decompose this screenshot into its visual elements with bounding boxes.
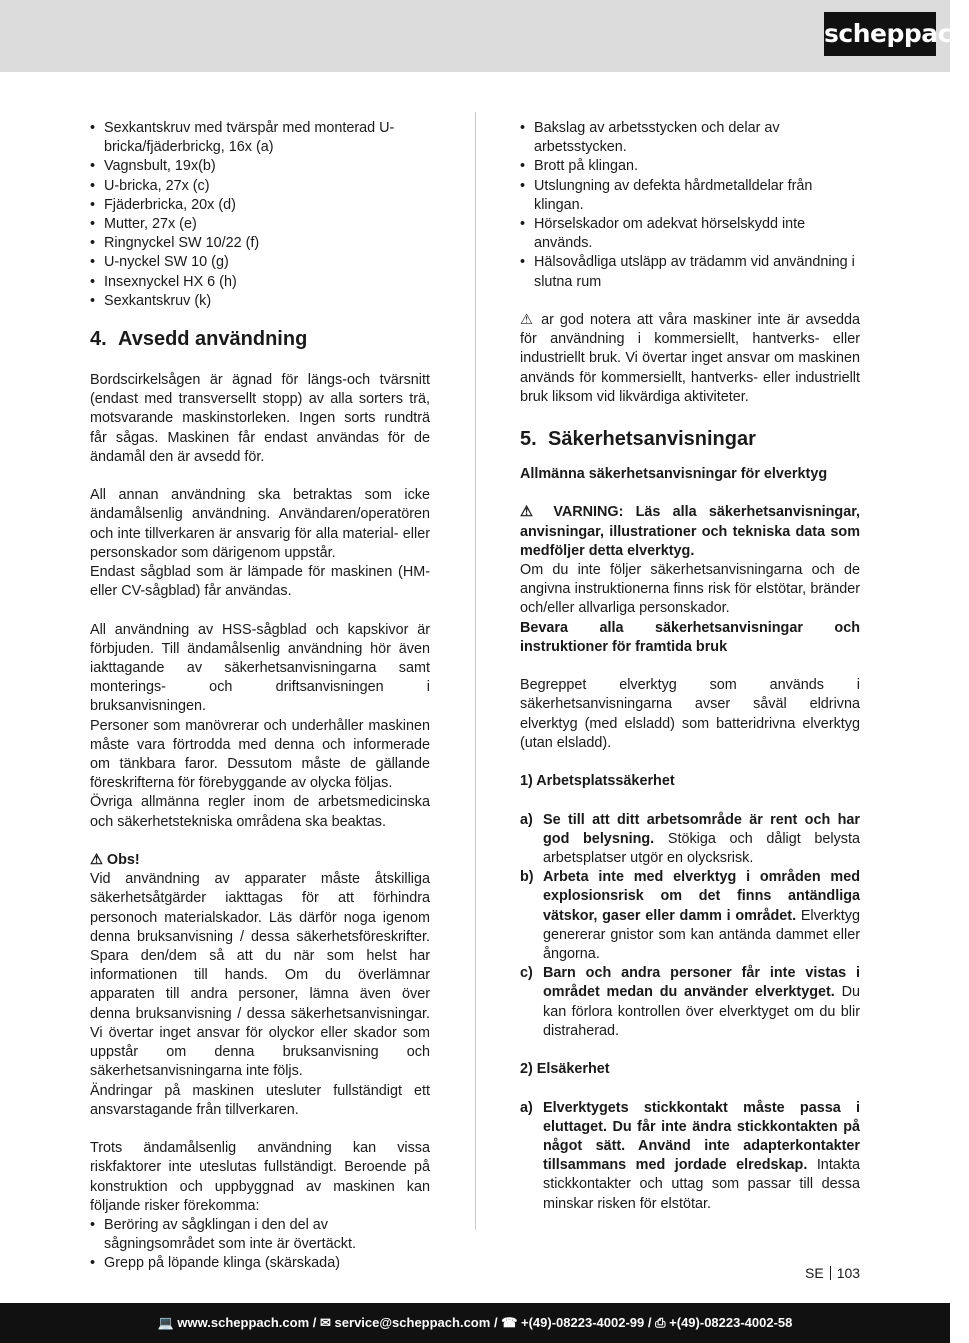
list-item: • Mutter, 27x (e) (90, 215, 430, 234)
paragraph: Bordscirkelsågen är ägnad för längs-och tvärsnitt (endast med transversellt stopp) av alla sorters trä, motsvarande maskinstorleken. Ingen sorts rundträ får sågas. Maskinen får endast användas för de ändamål den är avsedd för. (90, 372, 430, 465)
paragraph: Om du inte följer säkerhetsanvisningarna och de angivna instruktionerna finns risk för elstötar, bränder och/eller allvarliga personskador. (520, 562, 860, 617)
commercial-use-note (520, 311, 860, 407)
keep-instructions: Bevara alla säkerhetsanvisningar och instruktioner för framtida bruk (520, 619, 860, 655)
parts-list (90, 119, 430, 311)
paragraph: All annan användning ska betraktas som icke ändamålsenlig användning. Användaren/operatören och inte tillverkaren är ansvarig för alla material- eller personskador som därigenom uppstår. (90, 487, 430, 561)
mail-icon: ✉ (320, 1315, 331, 1330)
rule-label: a) (520, 811, 533, 828)
section-title: Säkerhetsanvisningar (548, 428, 756, 451)
page-number (805, 1265, 860, 1281)
column-divider (475, 112, 476, 1230)
paragraph: Personer som manövrerar och underhåller maskinen måste vara förtrodda med denna och informerade om tänkbara faror. Dessutom måste de gällande föreskrifterna för förebyggande av olycka följas. (90, 717, 430, 792)
list-item: • Beröring av sågklingan i den del av sågningsområdet som inte är övertäckt. (90, 1216, 430, 1254)
section-number: 4. (90, 328, 107, 351)
subheading: Allmänna säkerhetsanvisningar för elverktyg (520, 466, 828, 483)
right-column (520, 119, 860, 1214)
paragraph: Endast sågblad som är lämpade för maskinen (HM- eller CV-sågblad) får användas. (90, 564, 430, 600)
list-item: • Sexkantskruv (k) (90, 292, 430, 311)
language-code: SE (805, 1265, 824, 1281)
list-item: • Bakslag av arbetsstycken och delar av arbetsstycken. (520, 119, 860, 157)
list-item: • Utslungning av defekta hårdmetalldelar från klingan. (520, 177, 860, 215)
rule-bold: Barn och andra personer får inte vistas i området medan du använder elverktyget. (543, 965, 860, 1001)
rule-text: Elverktyg genererar gnistor som kan antända dammet eller ångorna. (543, 907, 860, 963)
paragraph: All användning av HSS-sågblad och kapskivor är förbjuden. Till ändamålsenlig användning hör även iakttagande av säkerhetsanvisningarna samt monterings- och driftsanvisningen i bruksanvisningen. (90, 621, 430, 715)
website-link[interactable]: www.scheppach.com (177, 1315, 310, 1330)
list-item: • Hörselskador om adekvat hörselskydd inte används. (520, 215, 860, 253)
rule-label: b) (520, 869, 534, 886)
subsection-heading: 1) Arbetsplatssäkerhet (520, 773, 675, 790)
page-separator (830, 1266, 831, 1280)
rule-label: c) (520, 965, 533, 982)
left-column (90, 119, 430, 1274)
risk-list-continued (520, 119, 860, 292)
list-item: • Sexkantskruv med tvärspår med monterad U-bricka/fjäderbrickg, 16x (a) (90, 119, 430, 157)
paragraph: Begreppet elverktyg som används i säkerhetsanvisningarna avser såväl eldrivna elverktyg (med elsladd) som batteridrivna elverktyg (utan elsladd). (520, 677, 860, 751)
header-bar (0, 0, 969, 72)
separator: / (312, 1315, 317, 1330)
separator: / (647, 1315, 652, 1330)
note-text: ar god notera att våra maskiner inte är avsedda för användning i kommersiellt, hantverks- eller industriellt bruk. Vi övertar inget ansvar om maskinen används för kommersiellt, hantverks- eller industriellt bruk liksom vid likvärdiga aktiviteter. (520, 312, 861, 405)
section-5-heading (520, 427, 860, 451)
footer-bar (0, 1303, 950, 1343)
email-link[interactable]: service@scheppach.com (334, 1315, 491, 1330)
rule-text: Du kan förlora kontrollen över elverktyget om du blir distraherad. (543, 984, 860, 1039)
list-item: • U-bricka, 27x (c) (90, 177, 430, 196)
rule-item (520, 1099, 860, 1214)
warning-triangle-icon: ⚠ (520, 504, 542, 521)
warning-triangle-icon: ⚠ (90, 852, 103, 869)
computer-icon: 💻 (157, 1315, 174, 1330)
rule-text: Stökiga och dåligt belysta arbetsplatser utgör en olycksrisk. (543, 830, 860, 867)
list-item: • Hälsovådliga utsläpp av trädamm vid användning i slutna rum (520, 253, 860, 291)
paragraph: Vid användning av apparater måste åtskilliga säkerhetsåtgärder iakttagas för att förhindra personoch materialskador. Läs därför noga igenom denna bruksanvisning / dessa säkerhetsföreskrifter. Spara den/dem så att du när som helst har informationen till hands. Om du överlämnar apparaten till andra personer, lämna även över denna bruksanvisning / dessa säkerhetsanvisningar. Vi övertar inget ansvar för olyckor eller skador som uppstår om denna bruksanvisning och säkerhetsanvisningarna inte följs. (90, 871, 430, 1080)
rule-bold: Arbeta inte med elverktyg i områden med explosionsrisk om det finns antändliga vätskor, gaser eller damm i området. (543, 869, 860, 924)
rule-label: a) (520, 1099, 533, 1116)
list-item: • Vagnsbult, 19x(b) (90, 157, 430, 176)
list-item: • U-nyckel SW 10 (g) (90, 253, 430, 272)
list-item: • Ringnyckel SW 10/22 (f) (90, 234, 430, 253)
section-title: Avsedd användning (118, 328, 308, 351)
rule-bold: Se till att ditt arbetsområde är rent och har god belysning. (543, 811, 860, 847)
warning-text: VARNING: Läs alla säkerhetsanvisningar, anvisningar, illustrationer och tekniska data som medföljer detta elverktyg. (520, 504, 861, 559)
subsection-heading: 2) Elsäkerhet (520, 1061, 610, 1078)
risk-list (90, 1216, 430, 1274)
rule-item (520, 868, 860, 964)
rule-bold: Elverktygets stickkontakt måste passa i eluttaget. Du får inte ändra stickkontakten på något sätt. Använd inte adapterkontakter tillsammans med jordade elredskap. (543, 1099, 860, 1174)
fax-number: +(49)-08223-4002-58 (669, 1315, 793, 1330)
rule-item (520, 964, 860, 1041)
fax-icon: ⎙ (655, 1315, 666, 1330)
phone-number: +(49)-08223-4002-99 (521, 1315, 645, 1330)
paragraph: Övriga allmänna regler inom de arbetsmedicinska och säkerhetstekniska områdena ska beaktas. (90, 794, 430, 830)
warning-paragraph (520, 503, 860, 561)
rule-item (520, 811, 860, 869)
obs-heading (90, 851, 430, 870)
separator: / (493, 1315, 498, 1330)
paragraph: Trots ändamålsenlig användning kan vissa riskfaktorer inte uteslutas fullständigt. Beroende på konstruktion och uppbyggnad av maskinen kan följande risker förekomma: (90, 1140, 430, 1214)
page-num: 103 (836, 1265, 861, 1281)
list-item: • Grepp på löpande klinga (skärskada) (90, 1254, 430, 1273)
scheppach-logo: scheppach (824, 12, 936, 56)
list-item: • Insexnyckel HX 6 (h) (90, 273, 430, 292)
section-4-heading (90, 327, 430, 351)
phone-icon: ☎ (501, 1315, 518, 1330)
section-number: 5. (520, 428, 537, 451)
rule-text: Intakta stickkontakter och uttag som passar till dessa minskar risken för elstötar. (543, 1157, 861, 1212)
list-item: • Fjäderbricka, 20x (d) (90, 196, 430, 215)
warning-triangle-icon: ⚠ (520, 312, 535, 329)
list-item: • Brott på klingan. (520, 157, 860, 176)
paragraph: Ändringar på maskinen utesluter fullständigt ett ansvarstagande från tillverkaren. (90, 1082, 430, 1118)
obs-title: Obs! (106, 852, 140, 869)
